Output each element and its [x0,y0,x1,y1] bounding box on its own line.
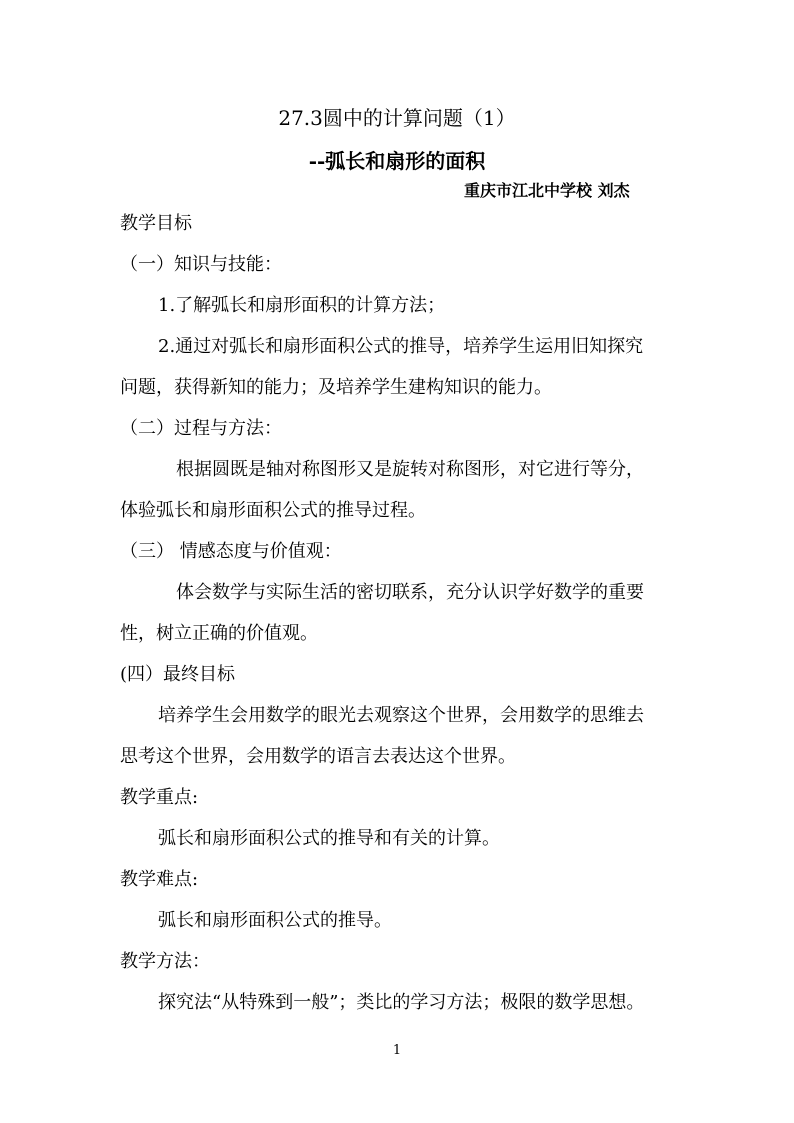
heading-teaching-objectives: 教学目标 [120,213,192,234]
item-1: 1.了解弧长和扇形面积的计算方法； [158,295,446,316]
page-number: 1 [392,1043,402,1058]
document-subtitle: --弧长和扇形的面积 [308,149,486,173]
heading-key-points: 教学重点: [120,787,199,808]
section-knowledge-skills: （一）知识与技能： [120,254,282,275]
document-title: 27.3圆中的计算问题（1） [278,106,516,130]
paragraph-attitude: 体会数学与实际生活的密切联系，充分认识学好数学的重要 [176,582,644,603]
paragraph-final-continued: 思考这个世界，会用数学的语言去表达这个世界。 [120,746,516,767]
paragraph-final: 培养学生会用数学的眼光去观察这个世界，会用数学的思维去 [158,705,644,726]
paragraph-teaching-methods: 探究法“从特殊到一般”；类比的学习方法；极限的数学思想。 [158,992,645,1013]
paragraph-process-continued: 体验弧长和扇形面积公式的推导过程。 [120,500,426,521]
section-final-objective: (四）最终目标 [120,664,236,685]
section-attitude-values: （三） 情感态度与价值观： [120,541,342,562]
paragraph-key-points: 弧长和扇形面积公式的推导和有关的计算。 [158,828,500,849]
paragraph-attitude-continued: 性，树立正确的价值观。 [120,623,318,644]
item-2-continued: 问题，获得新知的能力；及培养学生建构知识的能力。 [120,377,552,398]
author-line: 重庆市江北中学校 刘杰 [464,181,630,200]
heading-difficult-points: 教学难点: [120,869,199,890]
item-2: 2.通过对弧长和扇形面积公式的推导，培养学生运用旧知探究 [158,336,644,357]
section-process-method: （二）过程与方法： [120,418,282,439]
heading-teaching-methods: 教学方法： [120,951,210,972]
paragraph-process: 根据圆既是轴对称图形又是旋转对称图形，对它进行等分， [176,459,644,480]
paragraph-difficult-points: 弧长和扇形面积公式的推导。 [158,910,392,931]
